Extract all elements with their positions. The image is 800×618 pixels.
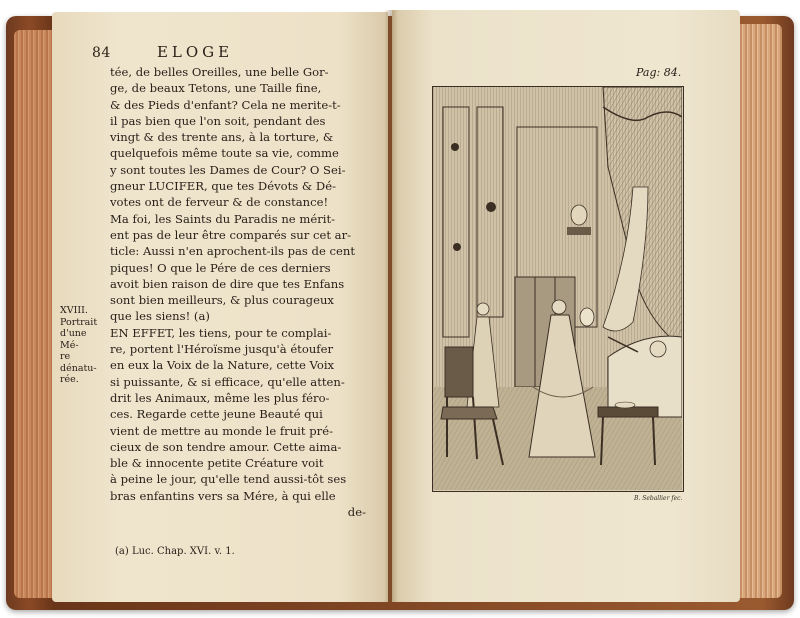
page-number: 84 xyxy=(92,45,111,61)
text-line: drit les Animaux, même les plus féro- xyxy=(110,390,330,405)
text-line: EN EFFET, les tiens, pour te complai- xyxy=(110,325,332,340)
text-line: avoit bien raison de dire que tes Enfans xyxy=(110,276,345,291)
footnote: (a) Luc. Chap. XVI. v. 1. xyxy=(115,546,235,557)
margin-note-line: Portrait xyxy=(60,316,98,328)
body-text xyxy=(110,64,366,520)
text-line: en eux la Voix de la Nature, cette Voix xyxy=(110,358,335,373)
text-line: re, portent l'Héroïsme jusqu'à étoufer xyxy=(110,342,333,357)
text-line: votes ont de ferveur & de constance! xyxy=(110,195,329,210)
text-line: bras enfantins vers sa Mére, à qui elle xyxy=(110,488,336,503)
engraving-illustration xyxy=(433,87,682,490)
text-line: piques! O que le Pére de ces derniers xyxy=(110,260,331,275)
margin-note-line: re dénatu- xyxy=(60,351,97,374)
book-edge-left xyxy=(14,30,54,598)
plate-label: Pag: 84. xyxy=(636,66,682,79)
text-line: ticle: Aussi n'en aprochent-ils pas de cent xyxy=(110,244,356,259)
text-line: vingt & des trente ans, à la torture, & xyxy=(110,130,334,145)
text-line: tée, de belles Oreilles, une belle Gor- xyxy=(110,65,329,79)
text-line: ge, de beaux Tetons, une Taille fine, xyxy=(110,81,322,96)
text-line: & des Pieds d'enfant? Cela ne merite-t- xyxy=(110,97,341,112)
text-line: de- xyxy=(347,505,366,520)
text-line: ces. Regarde cette jeune Beauté qui xyxy=(110,407,323,422)
text-line: y sont toutes les Dames de Cour? O Sei- xyxy=(110,162,346,177)
book-edge-right xyxy=(738,24,782,598)
text-line: à peine le jour, qu'elle tend aussi-tôt ses xyxy=(110,472,347,487)
running-title: ELOGE xyxy=(156,43,234,61)
text-line: vient de mettre au monde le fruit pré- xyxy=(110,423,333,438)
margin-note xyxy=(60,305,108,386)
text-line: cieux de son tendre amour. Cette aima- xyxy=(110,439,342,454)
text-line: que les siens! (a) xyxy=(110,309,210,324)
text-line: quelquefois même toute sa vie, comme xyxy=(110,146,339,161)
text-line: si puissante, & si efficace, qu'elle atten- xyxy=(110,374,345,389)
book-gutter xyxy=(384,10,398,602)
running-head xyxy=(92,43,372,61)
margin-note-line: XVIII. xyxy=(60,305,88,316)
engraver-signature: B. Seballier fec. xyxy=(634,495,683,502)
text-line: ent pas de leur être comparés sur cet ar- xyxy=(110,227,352,242)
margin-note-line: d'une Mé- xyxy=(60,328,87,351)
margin-note-line: rée. xyxy=(60,374,79,385)
text-line: ble & innocente petite Créature voit xyxy=(110,456,324,471)
text-line: sont bien meilleurs, & plus courageux xyxy=(110,293,334,308)
text-line: gneur LUCIFER, que tes Dévots & Dé- xyxy=(110,179,336,194)
text-line: Ma foi, les Saints du Paradis ne mérit- xyxy=(110,211,336,226)
engraving-plate xyxy=(432,86,684,492)
text-line: il pas bien que l'on soit, pendant des xyxy=(110,113,326,128)
